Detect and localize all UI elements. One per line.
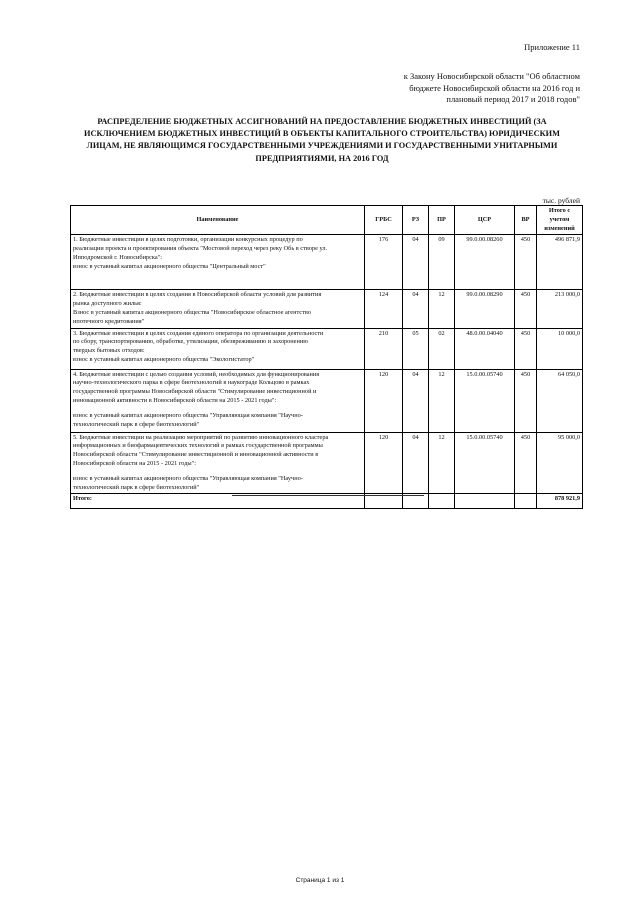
cell-total: 496 871,9 [537,235,583,290]
total-label: Итого: [71,494,365,509]
cell-grbs: 176 [365,235,403,290]
cell-vr: 450 [515,369,537,432]
col-header-total [537,206,583,235]
desc-line: взнос в уставный капитал акционерного общества "Экологистатор" [73,355,255,363]
desc-line: рынка доступного жилья: [73,300,142,308]
cell-csr: 99.0.00.08260 [455,235,515,290]
investments-table [70,205,583,509]
col-header-rz: РЗ [403,206,429,235]
cell-rz: 04 [403,290,429,328]
cell-rz: 04 [403,369,429,432]
row-description [71,328,365,369]
cell-csr: 15.0.00.05740 [455,432,515,494]
desc-line: 3. Бюджетные инвестиции в целях создания единого оператора по организации деятельности [73,329,324,337]
document-title [72,116,572,165]
desc-line: взнос в уставный капитал акционерного общества "Управляющая компания "Научно- [73,411,303,419]
cell-rz: 05 [403,328,429,369]
cell-grbs: 210 [365,328,403,369]
row-description [71,432,365,494]
col-header-grbs: ГРБС [365,206,403,235]
appendix-label: Приложение 11 [524,42,580,52]
table-row [71,235,583,290]
row-description [71,369,365,432]
title-line: ЛИЦАМ, НЕ ЯВЛЯЮЩИМСЯ ГОСУДАРСТВЕННЫМИ УЧРЕЖДЕНИЯМИ И ГОСУДАРСТВЕННЫМИ УНИТАРНЫМИ [86,141,558,151]
cell-vr: 450 [515,328,537,369]
col-header-csr: ЦСР [455,206,515,235]
desc-line: технологический парк в сфере биотехнологий" [73,483,200,491]
col-header-pr: ПР [429,206,455,235]
desc-line: взнос в уставный капитал акционерного общества "Управляющая компания "Научно- [73,474,303,482]
desc-line: 2. Бюджетные инвестиции в целях создания в Новосибирской области условий для развития [73,291,322,299]
cell-vr: 450 [515,235,537,290]
desc-line: технологический парк в сфере биотехнологий" [73,420,200,428]
desc-line: Ипподромской г. Новосибирска": [73,253,162,261]
total-value: 878 921,9 [537,494,583,509]
cell-csr: 48.0.00.04040 [455,328,515,369]
table-row [71,432,583,494]
cell-rz: 04 [403,432,429,494]
row-description [71,290,365,328]
cell-grbs: 120 [365,432,403,494]
cell-grbs: 124 [365,290,403,328]
desc-line: твердых бытовых отходов: [73,347,145,355]
law-reference [380,71,580,106]
cell-pr: 12 [429,290,455,328]
table-row [71,290,583,328]
cell-pr: 12 [429,369,455,432]
table-row [71,369,583,432]
desc-line: по сбору, транспортированию, обработке, утилизации, обезвреживанию и захоронению [73,338,308,346]
cell-vr: 450 [515,290,537,328]
cell-rz: 04 [403,235,429,290]
desc-line: государственной программы Новосибирской области "Стимулирование инвестиционной и [73,388,317,396]
separator-line [232,495,424,496]
desc-line: реализации проекта и проектирования объекта "Мостовой переход через реку Обь в створе ул. [73,245,328,253]
cell-vr: 450 [515,432,537,494]
cell-total: 95 000,0 [537,432,583,494]
cell-pr: 02 [429,328,455,369]
col-header-name: Наименование [71,206,365,235]
units-label: тыс. рублей [542,196,580,205]
col-header-vr: ВР [515,206,537,235]
desc-line: 1. Бюджетные инвестиции в целях подготовки, организации конкурсных процедур по [73,236,303,244]
cell-pr: 12 [429,432,455,494]
table-row [71,328,583,369]
row-description [71,235,365,290]
law-line: плановый период 2017 и 2018 годов" [446,94,580,104]
law-line: к Закону Новосибирской области "Об областном [403,71,580,81]
desc-line: инновационной активности в Новосибирской области на 2015 - 2021 годы": [73,396,277,404]
cell-total: 64 050,0 [537,369,583,432]
cell-csr: 99.0.00.08290 [455,290,515,328]
cell-pr: 09 [429,235,455,290]
desc-line: ипотечного кредитования" [73,317,145,325]
desc-line: Новосибирской области "Стимулирование инвестиционной и инновационной активности в [73,451,319,459]
table-header-row [71,206,583,235]
desc-line: взнос в уставный капитал акционерного общества "Центральный мост" [73,262,266,270]
cell-total: 213 000,0 [537,290,583,328]
desc-line: Новосибирской области на 2015 - 2021 годы": [73,459,196,467]
title-line: ИСКЛЮЧЕНИЕМ БЮДЖЕТНЫХ ИНВЕСТИЦИЙ В ОБЪЕКТЫ КАПИТАЛЬНОГО СТРОИТЕЛЬСТВА) ЮРИДИЧЕСКИМ [84,129,560,139]
desc-line: 5. Бюджетные инвестиции на реализацию мероприятий по развитию инновационного кластера [73,433,329,441]
law-line: бюджете Новосибирской области на 2016 год и [409,82,580,93]
col-header-total-line: изменений [544,224,575,232]
title-line: ПРЕДПРИЯТИЯМИ, НА 2016 ГОД [255,153,389,163]
table-total-row [71,494,583,509]
desc-line: 4. Бюджетные инвестиции с целью создания условий, необходимых для функционирования [73,370,320,378]
cell-csr: 15.0.00.05740 [455,369,515,432]
title-line: РАСПРЕДЕЛЕНИЕ БЮДЖЕТНЫХ АССИГНОВАНИЙ НА ПРЕДОСТАВЛЕНИЕ БЮДЖЕТНЫХ ИНВЕСТИЦИЙ (ЗА [97,117,547,126]
desc-line: информационных и биофармацевтических технологий в рамках государственной программы [73,442,323,450]
col-header-total-line: Итого с учетом [548,207,571,223]
desc-line: Взнос в уставный капитал акционерного общества "Новосибирское областное агентство [73,308,311,316]
cell-total: 10 000,0 [537,328,583,369]
page-number: Страница 1 из 1 [295,877,345,884]
desc-line: научно-технологического парка в сфере биотехнологий в наукограде Кольцово в рамках [73,379,310,387]
cell-grbs: 120 [365,369,403,432]
